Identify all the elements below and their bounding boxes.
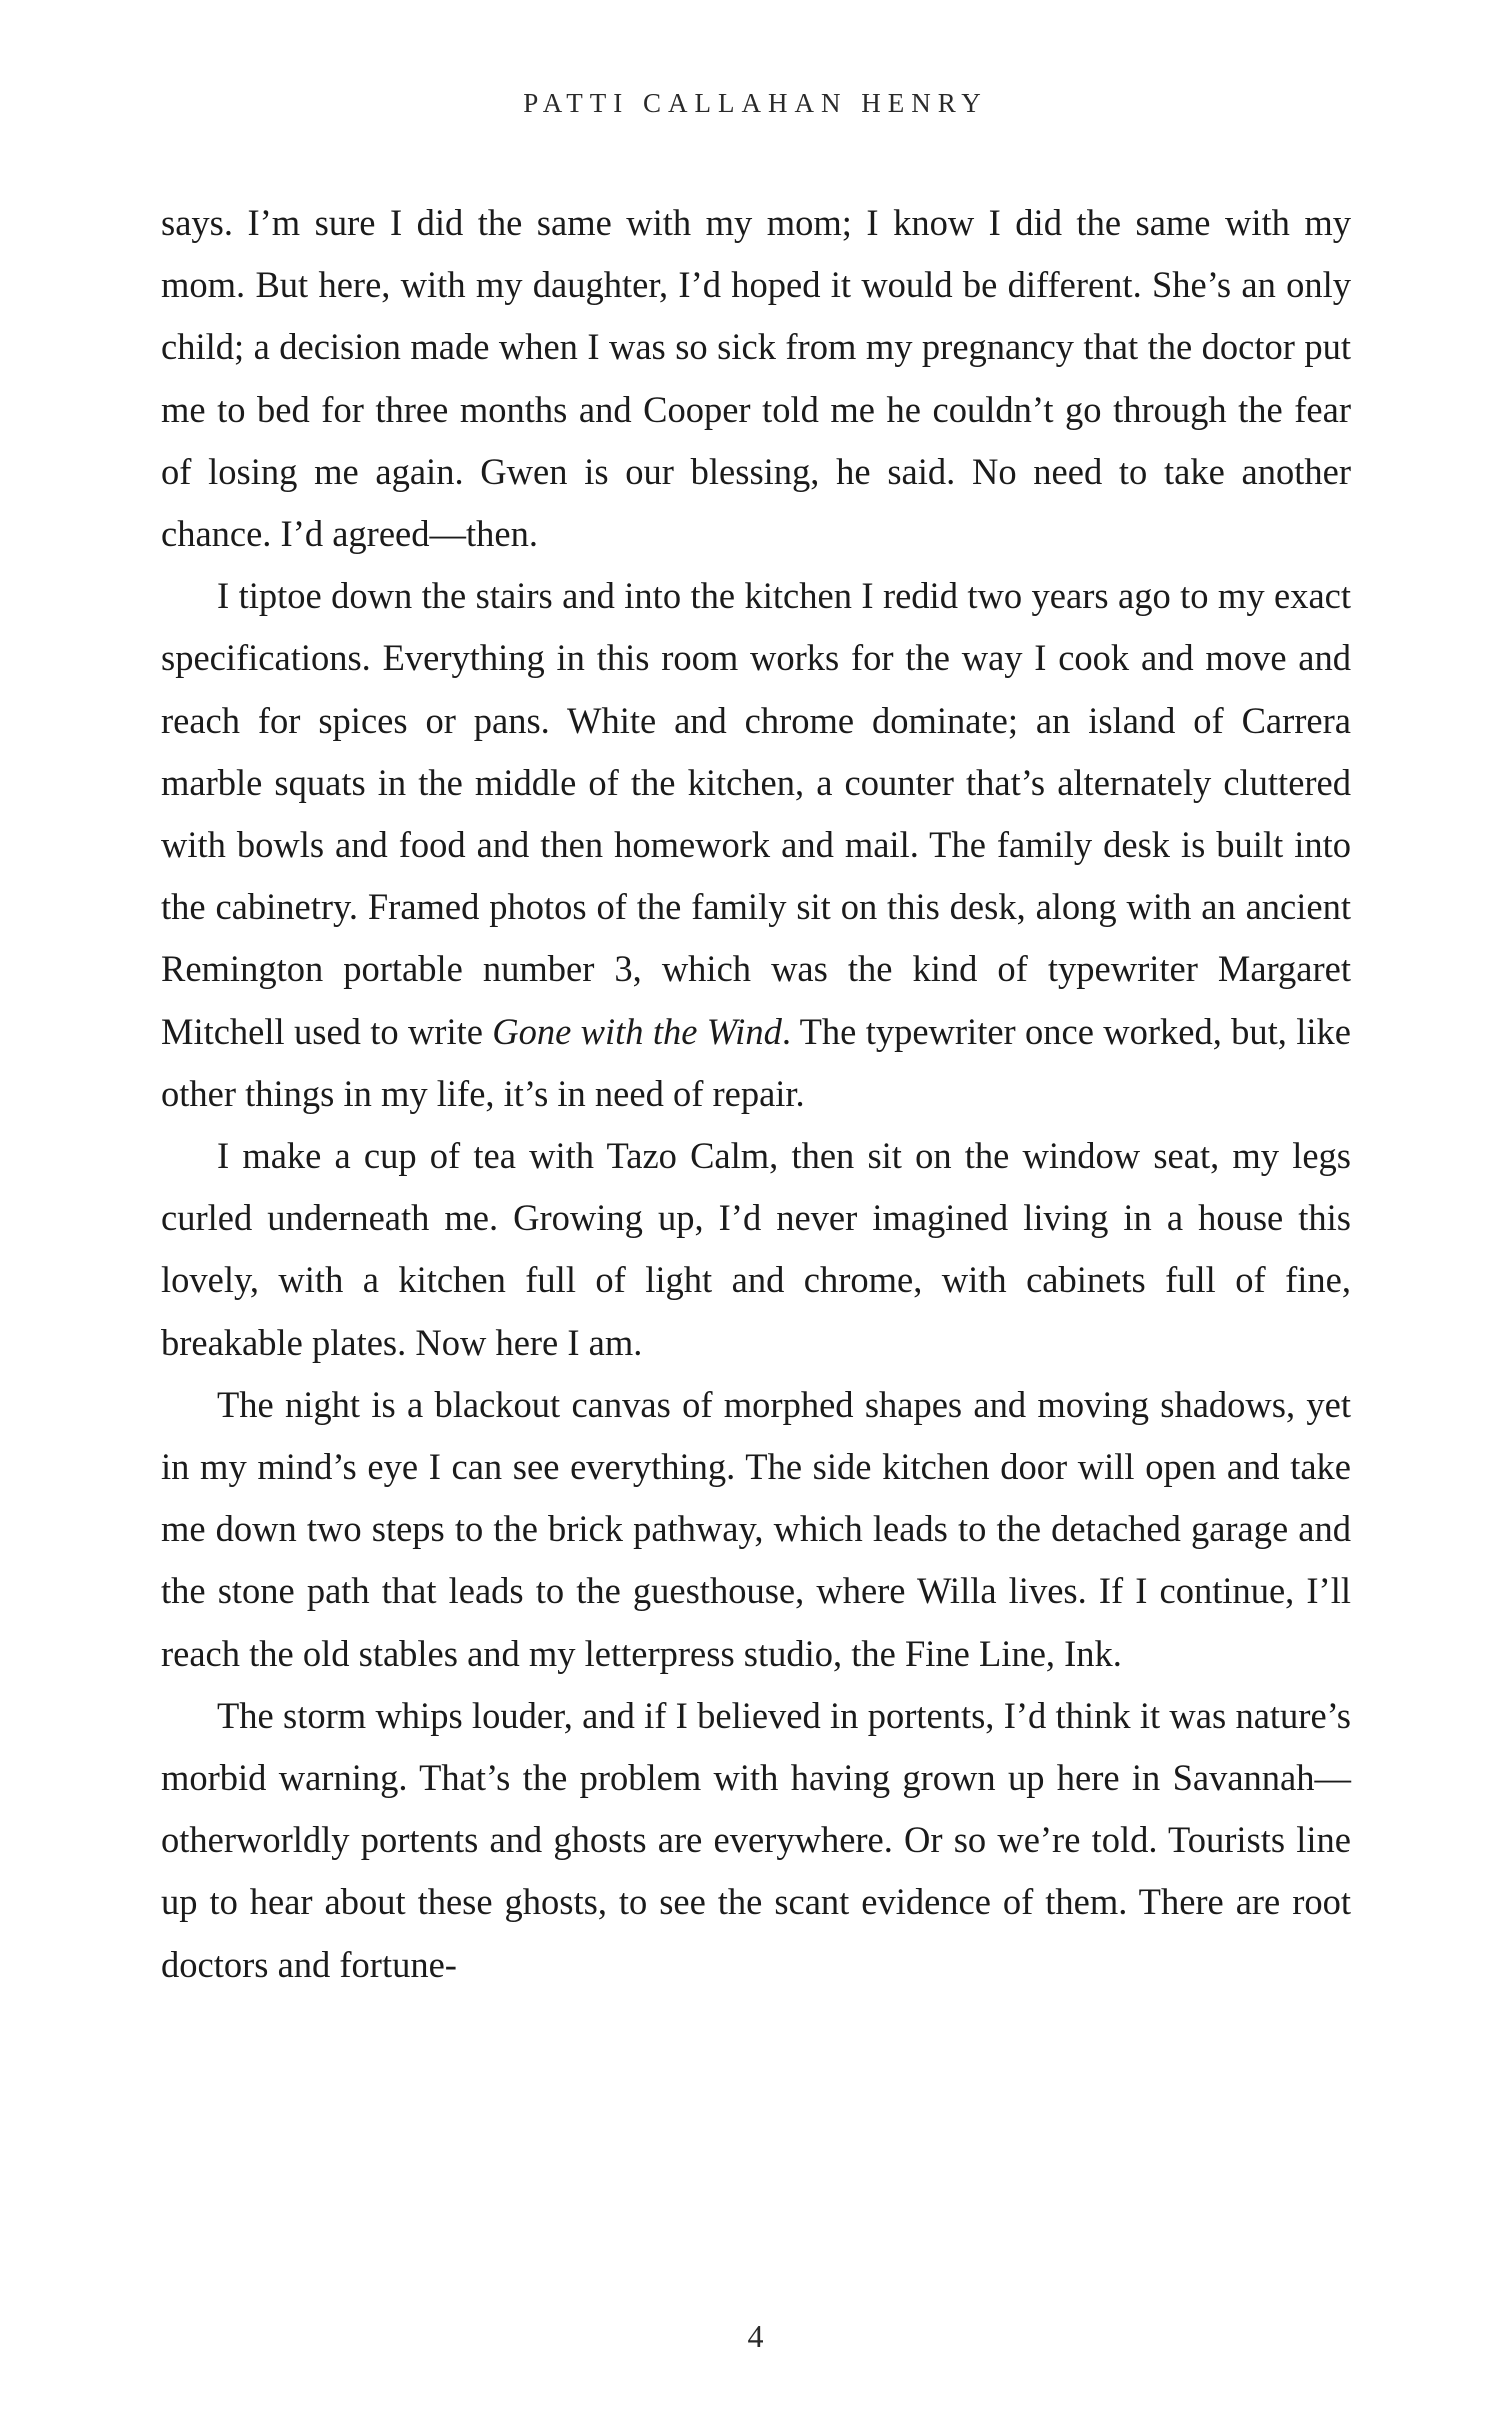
paragraph-1: says. I’m sure I did the same with my mom; I know I did the same with my mom. But here, with my daughter, I’d hoped it would be different. She’s an only child; a decision made when I was so sick from my pregnancy that the doctor put me to bed for three months and Cooper told me he couldn’t go through the fear of losing me again. Gwen is our blessing, he said. No need to take another chance. I’d agreed—then.: [161, 202, 1351, 555]
body-text: [161, 192, 1351, 1996]
page-number: 4: [747, 2318, 764, 2354]
paragraph-5: The storm whips louder, and if I believed in portents, I’d think it was nature’s morbid warning. That’s the problem with having grown up here in Savannah—otherworldly portents and ghosts are everywhere. Or so we’re told. Tourists line up to hear about these ghosts, to see the scant evidence of them. There are root doctors and fortune-: [161, 1694, 1351, 1985]
paragraph-3: I make a cup of tea with Tazo Calm, then sit on the window seat, my legs curled underneath me. Growing up, I’d never imagined living in a house this lovely, with a kitchen full of light and chrome, with cabinets full of fine, breakable plates. Now here I am.: [161, 1135, 1351, 1363]
paragraph-4: The night is a blackout canvas of morphed shapes and moving shadows, yet in my mind’s eye I can see everything. The side kitchen door will open and take me down two steps to the brick pathway, which leads to the detached garage and the stone path that leads to the guesthouse, where Willa lives. If I continue, I’ll reach the old stables and my letterpress studio, the Fine Line, Ink.: [161, 1383, 1351, 1674]
paragraph-2-tail: . The typewriter once worked, but, like other things in my life, it’s in need of repair.: [161, 1010, 1351, 1114]
book-title: Gone with the Wind: [492, 1010, 782, 1052]
paragraph-2: [161, 565, 1351, 1125]
running-head: PATTI CALLAHAN HENRY: [523, 88, 988, 118]
paragraph-2-text: I tiptoe down the stairs and into the kitchen I redid two years ago to my exact specifications. Everything in this room works for the way I cook and move and reach for spices or pans. White and chrome dominate; an island of Carrera marble squats in the middle of the kitchen, a counter that’s alternately cluttered with bowls and food and then homework and mail. The family desk is built into the cabinetry. Framed photos of the family sit on this desk, along with an ancient Remington portable number 3, which was the kind of typewriter Margaret Mitchell used to write: [161, 575, 1351, 1052]
